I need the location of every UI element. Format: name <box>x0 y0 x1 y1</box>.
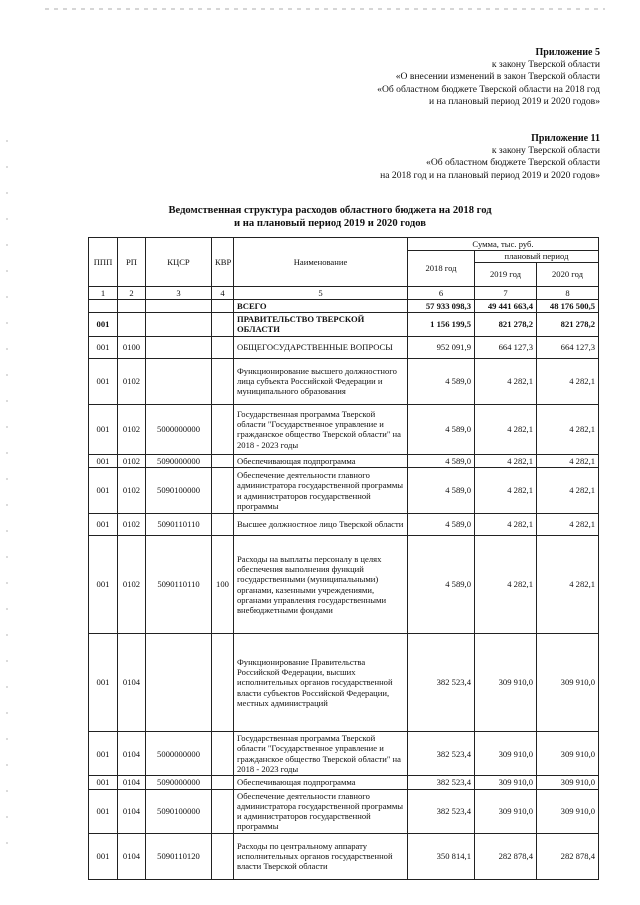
appendix-ref-block <box>380 133 600 182</box>
cell-kvr <box>212 634 234 732</box>
column-number: 8 <box>537 286 599 299</box>
expenditure-table <box>88 237 599 880</box>
cell-kcsr: 5090110110 <box>146 514 212 536</box>
scan-artifact-top <box>45 8 605 10</box>
cell-2020: 664 127,3 <box>537 336 599 358</box>
table-row <box>89 514 599 536</box>
column-number: 5 <box>234 286 408 299</box>
cell-name: Высшее должностное лицо Тверской области <box>234 514 408 536</box>
cell-ppp: 001 <box>89 468 118 514</box>
table-row <box>89 468 599 514</box>
cell-2019: 4 282,1 <box>475 468 537 514</box>
cell-2020: 48 176 500,5 <box>537 299 599 312</box>
cell-2019: 664 127,3 <box>475 336 537 358</box>
cell-kvr <box>212 789 234 833</box>
column-number: 4 <box>212 286 234 299</box>
appendix-main-heading: Приложение 5 <box>535 47 600 58</box>
cell-kvr <box>212 404 234 454</box>
cell-2019: 4 282,1 <box>475 536 537 634</box>
cell-kcsr: 5090000000 <box>146 454 212 467</box>
cell-rp: 0104 <box>118 732 146 776</box>
appendix-main-block <box>377 47 600 108</box>
header-2019: 2019 год <box>475 262 537 286</box>
cell-ppp: 001 <box>89 634 118 732</box>
cell-name: Государственная программа Тверской области "Государственное управление и гражданское общество Тверской области" на 2018 - 2023 годы <box>234 732 408 776</box>
cell-kvr <box>212 468 234 514</box>
cell-2020: 821 278,2 <box>537 313 599 337</box>
cell-rp: 0102 <box>118 514 146 536</box>
cell-name: Функционирование Правительства Российской Федерации, высших исполнительных органов государственной власти субъектов Российской Федерации, местных администраций <box>234 634 408 732</box>
table-row <box>89 789 599 833</box>
cell-rp: 0102 <box>118 454 146 467</box>
cell-ppp: 001 <box>89 313 118 337</box>
cell-rp: 0102 <box>118 358 146 404</box>
cell-2020: 309 910,0 <box>537 634 599 732</box>
cell-ppp: 001 <box>89 732 118 776</box>
cell-2019: 4 282,1 <box>475 454 537 467</box>
header-kvr: КВР <box>212 238 234 287</box>
column-number: 6 <box>408 286 475 299</box>
cell-kcsr: 5090110120 <box>146 833 212 879</box>
cell-2019: 282 878,4 <box>475 833 537 879</box>
cell-kvr <box>212 336 234 358</box>
cell-2018: 4 589,0 <box>408 514 475 536</box>
cell-kvr <box>212 454 234 467</box>
cell-kvr: 100 <box>212 536 234 634</box>
cell-2019: 49 441 663,4 <box>475 299 537 312</box>
cell-name: Обеспечение деятельности главного администратора государственной программы и администраторов государственной программы <box>234 468 408 514</box>
cell-2018: 4 589,0 <box>408 404 475 454</box>
cell-kvr <box>212 313 234 337</box>
cell-2018: 952 091,9 <box>408 336 475 358</box>
cell-2019: 309 910,0 <box>475 789 537 833</box>
cell-kcsr <box>146 634 212 732</box>
cell-2018: 4 589,0 <box>408 454 475 467</box>
table-row <box>89 833 599 879</box>
cell-kvr <box>212 833 234 879</box>
cell-kvr <box>212 514 234 536</box>
header-sum: Сумма, тыс. руб. <box>408 238 599 251</box>
cell-name: ПРАВИТЕЛЬСТВО ТВЕРСКОЙ ОБЛАСТИ <box>234 313 408 337</box>
cell-ppp: 001 <box>89 514 118 536</box>
cell-kcsr <box>146 358 212 404</box>
table-row <box>89 776 599 789</box>
table-row <box>89 336 599 358</box>
appendix-main-line: «Об областном бюджете Тверской области на 2018 год <box>377 83 600 95</box>
appendix-main-line: «О внесении изменений в закон Тверской области <box>395 71 600 83</box>
cell-kvr <box>212 776 234 789</box>
column-number: 1 <box>89 286 118 299</box>
cell-ppp <box>89 299 118 312</box>
appendix-main-line: и на плановый период 2019 и 2020 годов» <box>429 95 600 107</box>
title-line: и на плановый период 2019 и 2020 годов <box>234 218 426 229</box>
table-row <box>89 634 599 732</box>
appendix-ref-line: к закону Тверской области <box>491 145 600 157</box>
cell-rp <box>118 299 146 312</box>
cell-2018: 350 814,1 <box>408 833 475 879</box>
scan-artifact-margin <box>6 140 8 860</box>
cell-kcsr: 5000000000 <box>146 404 212 454</box>
cell-2020: 4 282,1 <box>537 468 599 514</box>
cell-2018: 4 589,0 <box>408 536 475 634</box>
cell-rp: 0100 <box>118 336 146 358</box>
header-planned-period: плановый период <box>475 251 599 262</box>
column-number: 2 <box>118 286 146 299</box>
cell-2018: 382 523,4 <box>408 634 475 732</box>
cell-2019: 821 278,2 <box>475 313 537 337</box>
cell-2020: 309 910,0 <box>537 789 599 833</box>
header-kcsr: КЦСР <box>146 238 212 287</box>
cell-rp: 0102 <box>118 536 146 634</box>
cell-ppp: 001 <box>89 358 118 404</box>
cell-kvr <box>212 358 234 404</box>
table-row <box>89 536 599 634</box>
cell-2019: 309 910,0 <box>475 732 537 776</box>
cell-2018: 57 933 098,3 <box>408 299 475 312</box>
cell-kvr <box>212 299 234 312</box>
cell-rp: 0104 <box>118 833 146 879</box>
document-title <box>150 204 510 230</box>
title-line: Ведомственная структура расходов областного бюджета на 2018 год <box>168 205 492 216</box>
cell-rp: 0104 <box>118 776 146 789</box>
cell-rp: 0102 <box>118 404 146 454</box>
cell-2019: 4 282,1 <box>475 358 537 404</box>
cell-2020: 309 910,0 <box>537 776 599 789</box>
cell-rp: 0104 <box>118 634 146 732</box>
cell-2018: 382 523,4 <box>408 732 475 776</box>
column-number: 3 <box>146 286 212 299</box>
cell-ppp: 001 <box>89 536 118 634</box>
appendix-ref-heading: Приложение 11 <box>531 133 600 144</box>
cell-kcsr: 5000000000 <box>146 732 212 776</box>
cell-2019: 309 910,0 <box>475 776 537 789</box>
cell-rp <box>118 313 146 337</box>
cell-name: Расходы по центральному аппарату исполнительных органов государственной власти Тверской области <box>234 833 408 879</box>
cell-2018: 1 156 199,5 <box>408 313 475 337</box>
cell-ppp: 001 <box>89 336 118 358</box>
cell-ppp: 001 <box>89 833 118 879</box>
cell-ppp: 001 <box>89 776 118 789</box>
cell-name: Обеспечение деятельности главного администратора государственной программы и администраторов государственной программы <box>234 789 408 833</box>
cell-2019: 309 910,0 <box>475 634 537 732</box>
cell-2018: 4 589,0 <box>408 468 475 514</box>
cell-2020: 4 282,1 <box>537 454 599 467</box>
header-row <box>89 238 599 251</box>
cell-2019: 4 282,1 <box>475 514 537 536</box>
cell-rp: 0102 <box>118 468 146 514</box>
header-rp: РП <box>118 238 146 287</box>
cell-kcsr <box>146 299 212 312</box>
appendix-main-line: к закону Тверской области <box>491 59 600 71</box>
table-row <box>89 299 599 312</box>
cell-kcsr: 5090100000 <box>146 789 212 833</box>
cell-ppp: 001 <box>89 454 118 467</box>
table-row <box>89 404 599 454</box>
table-row <box>89 732 599 776</box>
header-name: Наименование <box>234 238 408 287</box>
cell-2018: 382 523,4 <box>408 789 475 833</box>
cell-kcsr <box>146 313 212 337</box>
appendix-ref-line: «Об областном бюджете Тверской области <box>426 157 600 169</box>
header-2018: 2018 год <box>408 251 475 286</box>
table-row <box>89 358 599 404</box>
cell-kcsr <box>146 336 212 358</box>
header-ppp: ППП <box>89 238 118 287</box>
cell-ppp: 001 <box>89 404 118 454</box>
cell-rp: 0104 <box>118 789 146 833</box>
cell-2020: 4 282,1 <box>537 536 599 634</box>
header-2020: 2020 год <box>537 262 599 286</box>
cell-name: ВСЕГО <box>234 299 408 312</box>
cell-2020: 309 910,0 <box>537 732 599 776</box>
cell-ppp: 001 <box>89 789 118 833</box>
cell-kcsr: 5090000000 <box>146 776 212 789</box>
cell-name: Обеспечивающая подпрограмма <box>234 776 408 789</box>
cell-name: Обеспечивающая подпрограмма <box>234 454 408 467</box>
cell-2020: 4 282,1 <box>537 514 599 536</box>
cell-name: Расходы на выплаты персоналу в целях обеспечения выполнения функций государственными (муниципальными) органами, казенными учреждениями, органами управления государственными внебюджетными фондами <box>234 536 408 634</box>
cell-name: Государственная программа Тверской области "Государственное управление и гражданское общество Тверской области" на 2018 - 2023 годы <box>234 404 408 454</box>
cell-2018: 4 589,0 <box>408 358 475 404</box>
cell-2020: 4 282,1 <box>537 358 599 404</box>
cell-2020: 4 282,1 <box>537 404 599 454</box>
cell-2019: 4 282,1 <box>475 404 537 454</box>
cell-2020: 282 878,4 <box>537 833 599 879</box>
column-number: 7 <box>475 286 537 299</box>
cell-kvr <box>212 732 234 776</box>
cell-name: ОБЩЕГОСУДАРСТВЕННЫЕ ВОПРОСЫ <box>234 336 408 358</box>
table-row <box>89 454 599 467</box>
appendix-ref-line: на 2018 год и на плановый период 2019 и 2020 годов» <box>380 169 600 181</box>
cell-2018: 382 523,4 <box>408 776 475 789</box>
table-row <box>89 313 599 337</box>
cell-kcsr: 5090110110 <box>146 536 212 634</box>
column-number-row <box>89 286 599 299</box>
cell-kcsr: 5090100000 <box>146 468 212 514</box>
cell-name: Функционирование высшего должностного лица субъекта Российской Федерации и муниципального образования <box>234 358 408 404</box>
